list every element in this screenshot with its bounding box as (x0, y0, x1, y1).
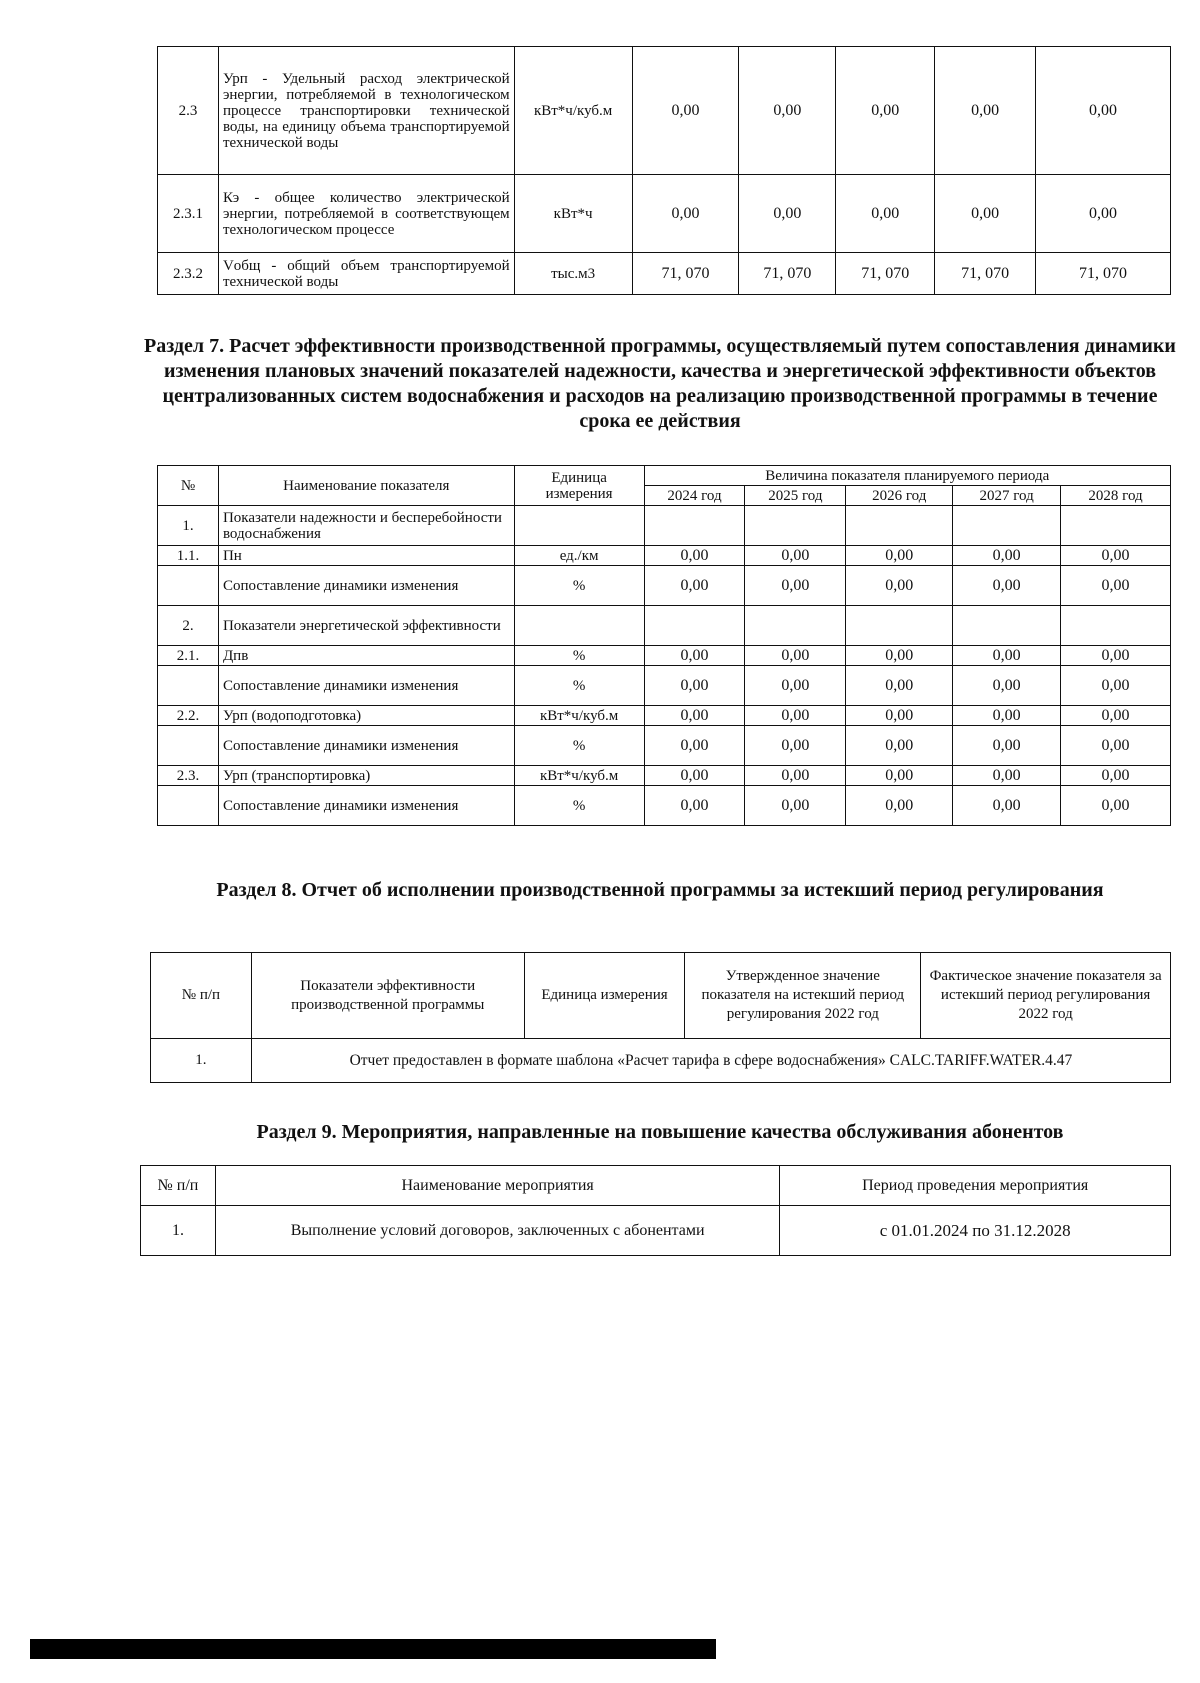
row-number: 1. (158, 506, 219, 546)
value-2027: 0,00 (953, 786, 1061, 826)
header-approved: Утвержденное значение показателя на истекший период регулирования 2022 год (685, 953, 921, 1039)
value-2027: 0,00 (953, 706, 1061, 726)
value-2026: 0,00 (846, 766, 953, 786)
value-2028: 0,00 (1061, 666, 1171, 706)
value-2027: 0,00 (953, 646, 1061, 666)
scan-edge-bar (30, 1639, 716, 1659)
unit: кВт*ч (514, 175, 632, 253)
row-number: 1. (141, 1206, 216, 1256)
table-row (158, 566, 1171, 606)
value-2024: 0,00 (644, 706, 745, 726)
row-number (158, 786, 219, 826)
row-number: 2.3.1 (158, 175, 219, 253)
unit: кВт*ч/куб.м (514, 766, 644, 786)
value-2024: 0,00 (644, 646, 745, 666)
header-actual: Фактическое значение показателя за истекший период регулирования 2022 год (921, 953, 1171, 1039)
row-number: 2.1. (158, 646, 219, 666)
table-row (158, 646, 1171, 666)
value-2024: 0,00 (644, 666, 745, 706)
value-2024: 0,00 (644, 786, 745, 826)
measure-period: с 01.01.2024 по 31.12.2028 (780, 1206, 1171, 1256)
indicators-table-continued (157, 46, 1171, 295)
indicator-name: Сопоставление динамики изменения (218, 566, 514, 606)
header-num: № п/п (141, 1166, 216, 1206)
header-year-2027: 2027 год (953, 486, 1061, 506)
value-2027: 0,00 (953, 566, 1061, 606)
value-2028: 0,00 (1036, 175, 1171, 253)
value-2024: 0,00 (644, 566, 745, 606)
value-2028: 0,00 (1061, 546, 1171, 566)
measure-name: Выполнение условий договоров, заключенных с абонентами (215, 1206, 779, 1256)
value-2027 (953, 606, 1061, 646)
unit: тыс.м3 (514, 253, 632, 295)
header-year-2025: 2025 год (745, 486, 846, 506)
value-2025 (745, 606, 846, 646)
unit: % (514, 646, 644, 666)
value-2026: 0,00 (846, 726, 953, 766)
value-2028 (1061, 606, 1171, 646)
value-2028: 0,00 (1061, 766, 1171, 786)
header-row (141, 1166, 1171, 1206)
row-number: 1.1. (158, 546, 219, 566)
value-2025 (745, 506, 846, 546)
section-9-title: Раздел 9. Мероприятия, направленные на повышение качества обслуживания абонентов (256, 1121, 1064, 1143)
value-2026 (846, 606, 953, 646)
value-2026: 0,00 (846, 546, 953, 566)
value-2024: 0,00 (644, 546, 745, 566)
row-number: 2. (158, 606, 219, 646)
table-row (158, 175, 1171, 253)
table-row (158, 786, 1171, 826)
indicator-name: Показатели надежности и бесперебойности водоснабжения (218, 506, 514, 546)
table-row (158, 766, 1171, 786)
value-2026: 0,00 (846, 646, 953, 666)
value-2024: 71, 070 (632, 253, 739, 295)
header-name: Показатели эффективности производственной программы (251, 953, 524, 1039)
unit: % (514, 786, 644, 826)
value-2024 (644, 506, 745, 546)
value-2024 (644, 606, 745, 646)
unit: кВт*ч/куб.м (514, 47, 632, 175)
unit (514, 506, 644, 546)
header-year-2028: 2028 год (1061, 486, 1171, 506)
indicator-name: Пн (218, 546, 514, 566)
value-2025: 0,00 (745, 666, 846, 706)
value-2025: 0,00 (739, 175, 836, 253)
value-2027: 0,00 (953, 726, 1061, 766)
program-execution-report-table (150, 952, 1171, 1083)
header-num: № п/п (151, 953, 252, 1039)
table-row (151, 1039, 1171, 1083)
value-2024: 0,00 (632, 47, 739, 175)
value-2028: 0,00 (1061, 726, 1171, 766)
section-7-title: Раздел 7. Расчет эффективности производственной программы, осуществляемый путем сопоставления динамики изменения плановых значений показателей надежности, качества и энергетической эффективности объектов централизованных систем водоснабжения и расходов на реализацию производственной программы в течение срока ее действия (144, 335, 1176, 432)
value-2026: 0,00 (846, 566, 953, 606)
header-name: Наименование мероприятия (215, 1166, 779, 1206)
value-2028: 71, 070 (1036, 253, 1171, 295)
value-2027: 0,00 (953, 766, 1061, 786)
unit: % (514, 666, 644, 706)
row-number: 2.3 (158, 47, 219, 175)
value-2024: 0,00 (644, 766, 745, 786)
unit: % (514, 566, 644, 606)
value-2025: 0,00 (745, 546, 846, 566)
row-number: 1. (151, 1039, 252, 1083)
efficiency-calculation-table (157, 465, 1171, 826)
indicator-name: Кэ - общее количество электрической энергии, потребляемой в соответствующем технологическом процессе (218, 175, 514, 253)
value-2027: 0,00 (935, 47, 1036, 175)
customer-service-measures-table (140, 1165, 1171, 1256)
value-2027 (953, 506, 1061, 546)
table-row (158, 706, 1171, 726)
value-2027: 71, 070 (935, 253, 1036, 295)
section-8-title: Раздел 8. Отчет об исполнении производственной программы за истекший период регулирования (216, 879, 1104, 901)
header-row (158, 466, 1171, 486)
unit: ед./км (514, 546, 644, 566)
indicator-name: Урп (транспортировка) (218, 766, 514, 786)
table-row (141, 1206, 1171, 1256)
value-2024: 0,00 (632, 175, 739, 253)
value-2028 (1061, 506, 1171, 546)
value-2025: 0,00 (745, 646, 846, 666)
row-number: 2.3.2 (158, 253, 219, 295)
header-unit: Единица измерения (524, 953, 685, 1039)
unit: кВт*ч/куб.м (514, 706, 644, 726)
indicator-name: Vобщ - общий объем транспортируемой технической воды (218, 253, 514, 295)
header-year-2024: 2024 год (644, 486, 745, 506)
value-2028: 0,00 (1061, 566, 1171, 606)
value-2026: 71, 070 (836, 253, 935, 295)
value-2026 (846, 506, 953, 546)
header-name: Наименование показателя (218, 466, 514, 506)
row-number (158, 726, 219, 766)
table-row (158, 506, 1171, 546)
header-period: Величина показателя планируемого периода (644, 466, 1170, 486)
table-row (158, 546, 1171, 566)
value-2025: 0,00 (745, 706, 846, 726)
indicator-name: Урп (водоподготовка) (218, 706, 514, 726)
value-2026: 0,00 (846, 666, 953, 706)
indicator-name: Сопоставление динамики изменения (218, 666, 514, 706)
value-2024: 0,00 (644, 726, 745, 766)
value-2025: 0,00 (739, 47, 836, 175)
table-row (158, 606, 1171, 646)
value-2027: 0,00 (953, 666, 1061, 706)
value-2025: 0,00 (745, 726, 846, 766)
header-unit: Единица измерения (514, 466, 644, 506)
indicator-name: Сопоставление динамики изменения (218, 726, 514, 766)
value-2025: 0,00 (745, 566, 846, 606)
header-period: Период проведения мероприятия (780, 1166, 1171, 1206)
value-2027: 0,00 (953, 546, 1061, 566)
report-note: Отчет предоставлен в формате шаблона «Расчет тарифа в сфере водоснабжения» CALC.TARIFF.WATER.4.47 (251, 1039, 1170, 1083)
value-2026: 0,00 (846, 706, 953, 726)
row-number: 2.2. (158, 706, 219, 726)
value-2026: 0,00 (836, 47, 935, 175)
value-2028: 0,00 (1061, 706, 1171, 726)
value-2028: 0,00 (1061, 646, 1171, 666)
row-number (158, 666, 219, 706)
table-row (158, 47, 1171, 175)
row-number: 2.3. (158, 766, 219, 786)
table-row (158, 666, 1171, 706)
value-2028: 0,00 (1061, 786, 1171, 826)
unit: % (514, 726, 644, 766)
value-2028: 0,00 (1036, 47, 1171, 175)
indicator-name: Сопоставление динамики изменения (218, 786, 514, 826)
table-row (158, 726, 1171, 766)
value-2026: 0,00 (836, 175, 935, 253)
value-2026: 0,00 (846, 786, 953, 826)
indicator-name: Урп - Удельный расход электрической энергии, потребляемой в технологическом процессе транспортировки технической воды, на единицу объема транспортируемой технической воды (218, 47, 514, 175)
header-year-2026: 2026 год (846, 486, 953, 506)
header-row (151, 953, 1171, 1039)
row-number (158, 566, 219, 606)
indicator-name: Дпв (218, 646, 514, 666)
value-2025: 71, 070 (739, 253, 836, 295)
unit (514, 606, 644, 646)
value-2025: 0,00 (745, 786, 846, 826)
value-2025: 0,00 (745, 766, 846, 786)
table-row (158, 253, 1171, 295)
value-2027: 0,00 (935, 175, 1036, 253)
indicator-name: Показатели энергетической эффективности (218, 606, 514, 646)
header-num: № (158, 466, 219, 506)
